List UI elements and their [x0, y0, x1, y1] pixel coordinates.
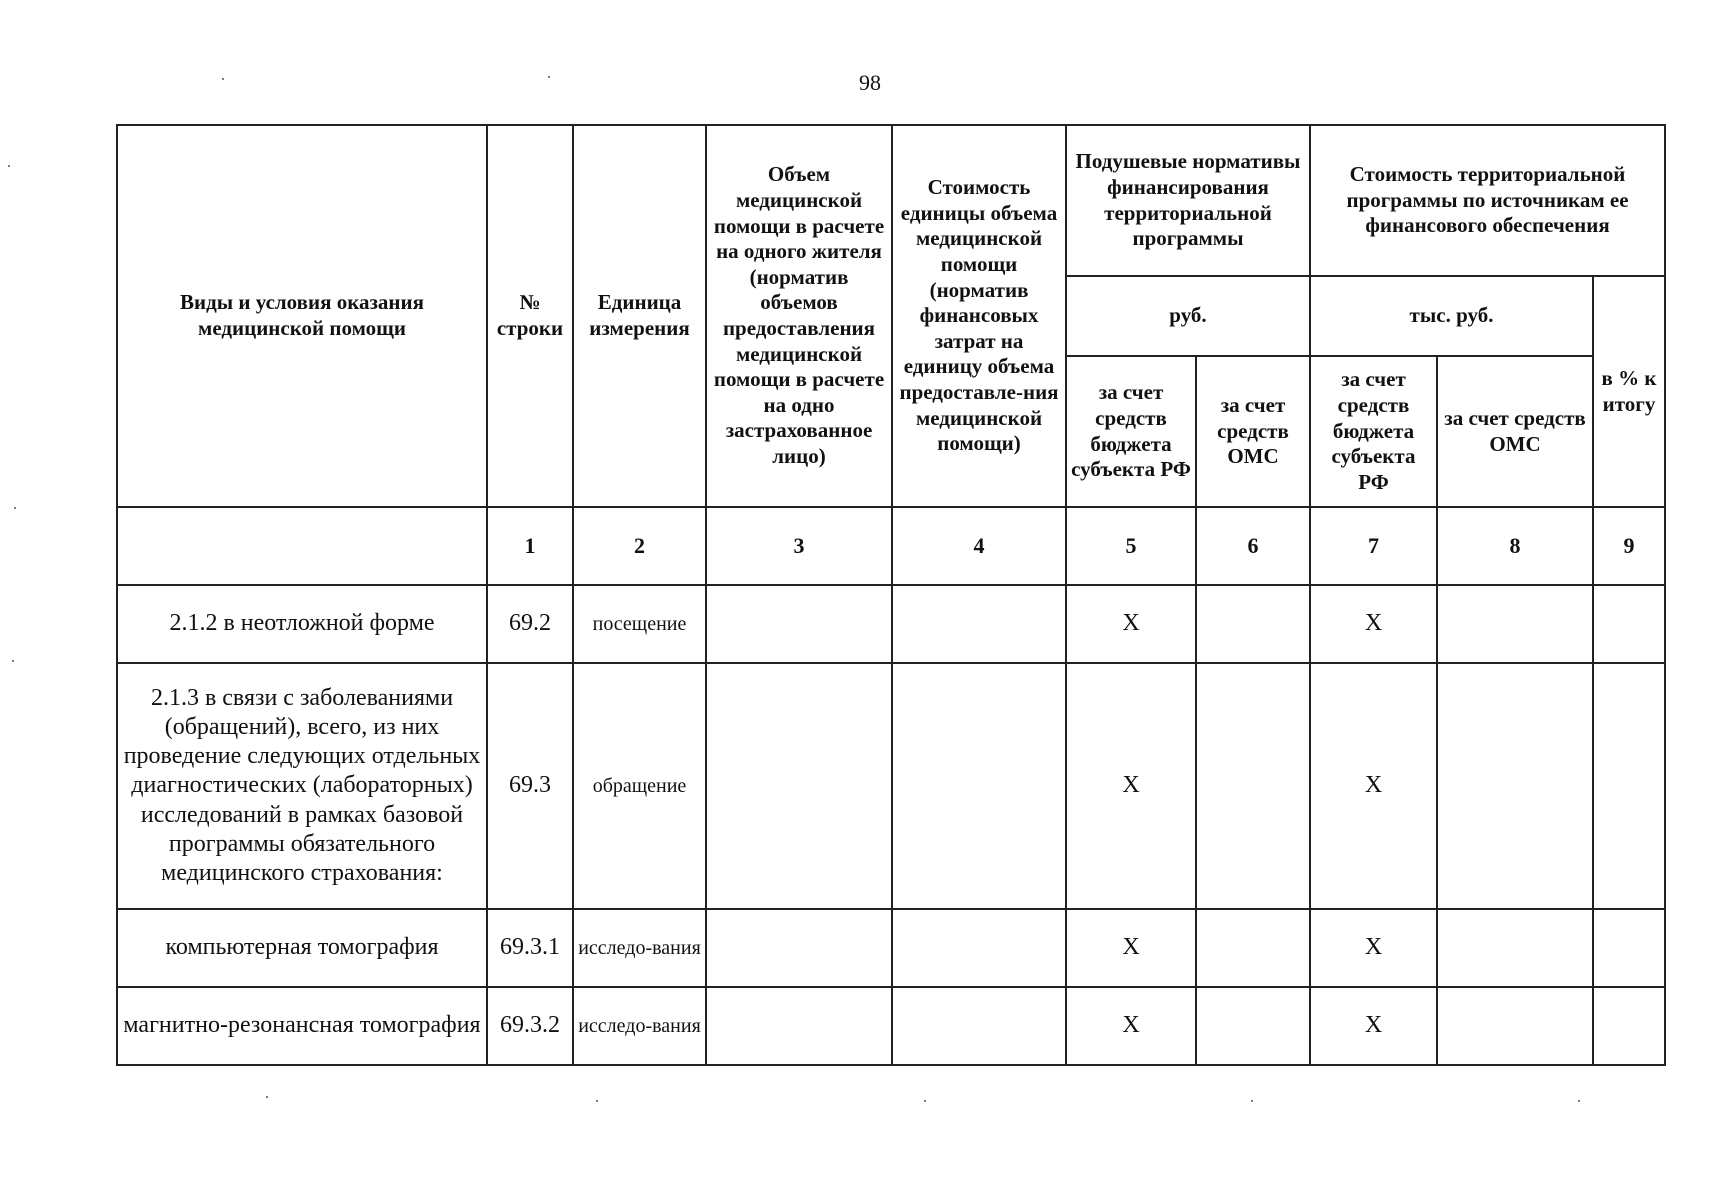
- header-rub: руб.: [1066, 276, 1310, 356]
- cell-oms: [1196, 909, 1310, 987]
- cell-cost: [892, 987, 1066, 1065]
- row-name: магнитно-резонансная томография: [117, 987, 487, 1065]
- row-number: 69.3.2: [487, 987, 573, 1065]
- header-oms-2: за счет средств ОМС: [1437, 356, 1593, 507]
- column-number: 9: [1593, 507, 1665, 585]
- cell-oms-total: [1437, 663, 1593, 909]
- row-name: 2.1.3 в связи с заболеваниями (обращений), всего, из них проведение следующих отдельных диагностических (лабораторных) исследований в рамках базовой программы обязательного медицинского страхования:: [117, 663, 487, 909]
- cell-oms-total: [1437, 909, 1593, 987]
- row-unit: посещение: [573, 585, 706, 663]
- cell-cost: [892, 909, 1066, 987]
- cell-volume: [706, 909, 892, 987]
- row-number: 69.3: [487, 663, 573, 909]
- cell-budget: X: [1066, 663, 1196, 909]
- row-unit: исследо-вания: [573, 909, 706, 987]
- cell-percent: [1593, 585, 1665, 663]
- row-number: 69.3.1: [487, 909, 573, 987]
- cell-oms-total: [1437, 987, 1593, 1065]
- column-number-blank: [117, 507, 487, 585]
- cell-percent: [1593, 663, 1665, 909]
- column-number: 1: [487, 507, 573, 585]
- cell-percent: [1593, 909, 1665, 987]
- header-thousand-rub: тыс. руб.: [1310, 276, 1593, 356]
- cell-volume: [706, 987, 892, 1065]
- cell-budget: X: [1066, 909, 1196, 987]
- header-oms: за счет средств ОМС: [1196, 356, 1310, 507]
- header-type: Виды и условия оказания медицинской помощи: [117, 125, 487, 507]
- medical-care-table: [116, 124, 1666, 1066]
- table-row: [117, 909, 1665, 987]
- header-percent: в % к итогу: [1593, 276, 1665, 507]
- header-row-no: № строки: [487, 125, 573, 507]
- cell-oms: [1196, 585, 1310, 663]
- header-unit: Единица измерения: [573, 125, 706, 507]
- page-number: 98: [859, 70, 881, 95]
- column-number: 8: [1437, 507, 1593, 585]
- header-volume: Объем медицинской помощи в расчете на одного жителя (норматив объемов предоставления медицинской помощи в расчете на одно застрахованное лицо): [706, 125, 892, 507]
- column-number: 3: [706, 507, 892, 585]
- cell-volume: [706, 663, 892, 909]
- cell-cost: [892, 663, 1066, 909]
- table-row: [117, 987, 1665, 1065]
- cell-volume: [706, 585, 892, 663]
- column-number: 5: [1066, 507, 1196, 585]
- cell-budget-total: X: [1310, 585, 1437, 663]
- header-budget-2: за счет средств бюджета субъекта РФ: [1310, 356, 1437, 507]
- cell-budget: X: [1066, 987, 1196, 1065]
- row-unit: обращение: [573, 663, 706, 909]
- cell-percent: [1593, 987, 1665, 1065]
- cell-oms: [1196, 663, 1310, 909]
- header-cost: Стоимость единицы объема медицинской помощи (норматив финансовых затрат на единицу объема предоставле-ния медицинской помощи): [892, 125, 1066, 507]
- cell-budget: X: [1066, 585, 1196, 663]
- row-name: 2.1.2 в неотложной форме: [117, 585, 487, 663]
- cell-budget-total: X: [1310, 663, 1437, 909]
- row-unit: исследо-вания: [573, 987, 706, 1065]
- header-program-cost: Стоимость территориальной программы по источникам ее финансового обеспечения: [1310, 125, 1665, 276]
- cell-oms-total: [1437, 585, 1593, 663]
- cell-oms: [1196, 987, 1310, 1065]
- column-number: 7: [1310, 507, 1437, 585]
- row-name: компьютерная томография: [117, 909, 487, 987]
- table-row: [117, 585, 1665, 663]
- header-percapita: Подушевые нормативы финансирования территориальной программы: [1066, 125, 1310, 276]
- cell-budget-total: X: [1310, 909, 1437, 987]
- table-row: [117, 663, 1665, 909]
- column-number: 2: [573, 507, 706, 585]
- column-number: 6: [1196, 507, 1310, 585]
- column-number: 4: [892, 507, 1066, 585]
- cell-cost: [892, 585, 1066, 663]
- row-number: 69.2: [487, 585, 573, 663]
- header-budget: за счет средств бюджета субъекта РФ: [1066, 356, 1196, 507]
- cell-budget-total: X: [1310, 987, 1437, 1065]
